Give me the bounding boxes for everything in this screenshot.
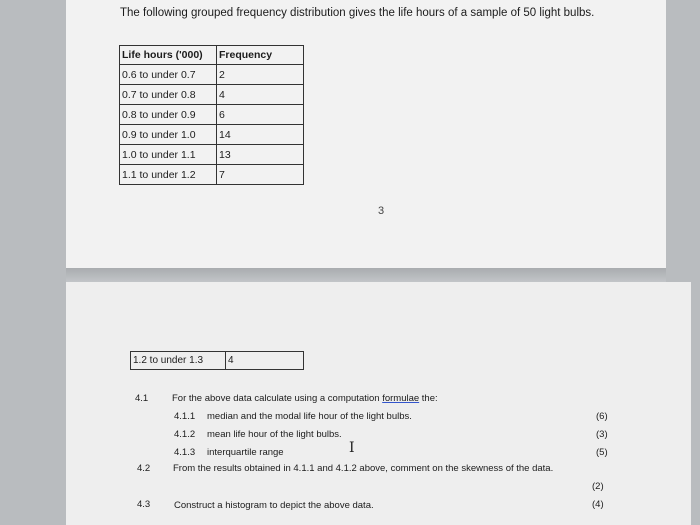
subquestion-number: 4.1.1 — [174, 411, 196, 422]
question-text: Construct a histogram to depict the above data. — [174, 500, 374, 511]
frequency-value: 14 — [217, 125, 304, 145]
question-marks: (4) — [592, 499, 604, 510]
class-interval: 0.8 to under 0.9 — [120, 105, 217, 125]
page-gap — [66, 268, 666, 282]
table-row — [120, 125, 304, 145]
class-interval: 0.6 to under 0.7 — [120, 65, 217, 85]
class-interval: 0.7 to under 0.8 — [120, 85, 217, 105]
page-number: 3 — [378, 205, 385, 217]
question-marks: (3) — [596, 429, 608, 440]
question-marks: (6) — [596, 411, 608, 422]
frequency-value: 4 — [217, 85, 304, 105]
subquestion-number: 4.1.2 — [174, 429, 196, 440]
question-number: 4.1 — [135, 393, 149, 404]
text-cursor-icon: I — [349, 440, 355, 456]
frequency-value: 6 — [217, 105, 304, 125]
subquestion-text: interquartile range — [207, 447, 284, 458]
subquestion-text: mean life hour of the light bulbs. — [207, 429, 342, 440]
table-row — [120, 165, 304, 185]
frequency-table-continued — [130, 351, 304, 370]
frequency-value: 2 — [217, 65, 304, 85]
frequency-value: 4 — [226, 352, 304, 370]
header-life-hours: Life hours ('000) — [120, 46, 217, 65]
table-header-row — [120, 46, 304, 65]
table-row — [120, 105, 304, 125]
question-text-part: the: — [419, 393, 438, 404]
question-text — [172, 393, 438, 404]
question-number: 4.3 — [137, 499, 151, 510]
question-text-part: For the above data calculate using a computation — [172, 393, 383, 404]
table-row — [120, 145, 304, 165]
question-text: From the results obtained in 4.1.1 and 4.1.2 above, comment on the skewness of the data. — [173, 463, 554, 474]
class-interval: 0.9 to under 1.0 — [120, 125, 217, 145]
question-marks: (5) — [596, 447, 608, 458]
frequency-value: 7 — [217, 165, 304, 185]
subquestion-text: median and the modal life hour of the light bulbs. — [207, 411, 412, 422]
table-row — [120, 65, 304, 85]
header-frequency: Frequency — [217, 46, 304, 65]
frequency-table — [119, 45, 304, 185]
intro-text: The following grouped frequency distribution gives the life hours of a sample of 50 light bulbs. — [120, 7, 595, 19]
question-number: 4.2 — [137, 463, 151, 474]
class-interval: 1.2 to under 1.3 — [131, 352, 226, 370]
subquestion-number: 4.1.3 — [174, 447, 196, 458]
frequency-value: 13 — [217, 145, 304, 165]
class-interval: 1.0 to under 1.1 — [120, 145, 217, 165]
class-interval: 1.1 to under 1.2 — [120, 165, 217, 185]
table-row — [120, 85, 304, 105]
table-row — [131, 352, 304, 370]
spellcheck-word: formulae — [382, 393, 420, 404]
question-marks: (2) — [592, 481, 604, 492]
